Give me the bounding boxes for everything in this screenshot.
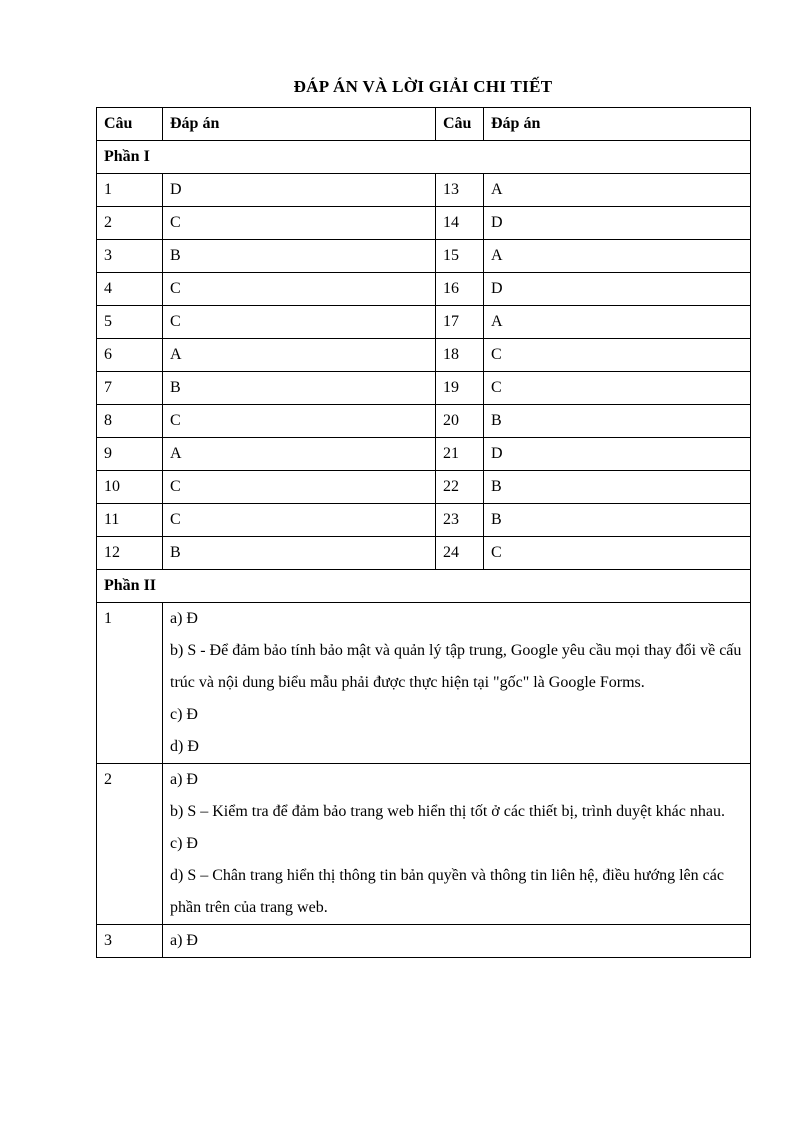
question-number: 19: [436, 372, 484, 405]
answer-value: B: [484, 405, 751, 438]
detailed-answer: [163, 925, 751, 958]
question-number: 1: [97, 174, 163, 207]
answer-line: d) S – Chân trang hiển thị thông tin bản quyền và thông tin liên hệ, điều hướng lên các phần trên của trang web.: [170, 867, 724, 916]
answer-line: c) Đ: [170, 835, 198, 852]
question-number: 8: [97, 405, 163, 438]
answer-line: a) Đ: [170, 771, 198, 788]
part1-label-row: [97, 141, 751, 174]
answer-line: b) S - Để đảm bảo tính bảo mật và quản lý tập trung, Google yêu cầu mọi thay đổi về cấu trúc và nội dung biểu mẫu phải được thực hiện tại "gốc" là Google Forms.: [170, 642, 742, 691]
answer-line: a) Đ: [170, 932, 198, 949]
table-row: [97, 405, 751, 438]
question-number: 24: [436, 537, 484, 570]
answer-value: C: [163, 405, 436, 438]
part2-row: [97, 603, 751, 764]
question-number: 15: [436, 240, 484, 273]
header-cell-answer-1: Đáp án: [163, 108, 436, 141]
table-row: [97, 339, 751, 372]
question-number: 23: [436, 504, 484, 537]
answer-value: D: [484, 207, 751, 240]
question-number: 3: [97, 925, 163, 958]
detailed-answer: [163, 764, 751, 925]
answer-key-table: [96, 107, 751, 958]
question-number: 13: [436, 174, 484, 207]
header-cell-question-2: Câu: [436, 108, 484, 141]
part2-row: [97, 925, 751, 958]
detailed-answer: [163, 603, 751, 764]
answer-line: d) Đ: [170, 738, 199, 755]
part2-label: Phần II: [97, 570, 751, 603]
answer-value: B: [163, 372, 436, 405]
table-row: [97, 504, 751, 537]
question-number: 14: [436, 207, 484, 240]
table-row: [97, 240, 751, 273]
header-row: [97, 108, 751, 141]
question-number: 17: [436, 306, 484, 339]
table-row: [97, 174, 751, 207]
table-row: [97, 273, 751, 306]
header-cell-question-1: Câu: [97, 108, 163, 141]
table-row: [97, 207, 751, 240]
answer-value: A: [163, 339, 436, 372]
part1-label: Phần I: [97, 141, 751, 174]
answer-value: A: [484, 240, 751, 273]
answer-value: C: [484, 537, 751, 570]
question-number: 2: [97, 764, 163, 925]
answer-value: A: [484, 174, 751, 207]
part2-label-row: [97, 570, 751, 603]
part2-row: [97, 764, 751, 925]
answer-line: c) Đ: [170, 706, 198, 723]
answer-value: C: [163, 504, 436, 537]
table-row: [97, 372, 751, 405]
question-number: 10: [97, 471, 163, 504]
question-number: 21: [436, 438, 484, 471]
question-number: 6: [97, 339, 163, 372]
answer-value: D: [484, 438, 751, 471]
answer-value: B: [484, 504, 751, 537]
question-number: 3: [97, 240, 163, 273]
answer-value: C: [163, 306, 436, 339]
table-row: [97, 306, 751, 339]
answer-value: C: [163, 273, 436, 306]
answer-line: b) S – Kiểm tra để đảm bảo trang web hiển thị tốt ở các thiết bị, trình duyệt khác nhau.: [170, 803, 725, 820]
answer-line: a) Đ: [170, 610, 198, 627]
question-number: 9: [97, 438, 163, 471]
question-number: 18: [436, 339, 484, 372]
answer-value: C: [484, 372, 751, 405]
question-number: 5: [97, 306, 163, 339]
header-cell-answer-2: Đáp án: [484, 108, 751, 141]
answer-value: A: [484, 306, 751, 339]
table-row: [97, 471, 751, 504]
answer-value: D: [484, 273, 751, 306]
answer-value: B: [163, 537, 436, 570]
page-title: ĐÁP ÁN VÀ LỜI GIẢI CHI TIẾT: [293, 77, 553, 96]
answer-value: A: [163, 438, 436, 471]
question-number: 7: [97, 372, 163, 405]
question-number: 22: [436, 471, 484, 504]
answer-value: C: [163, 471, 436, 504]
answer-value: C: [163, 207, 436, 240]
question-number: 12: [97, 537, 163, 570]
answer-value: C: [484, 339, 751, 372]
question-number: 11: [97, 504, 163, 537]
question-number: 1: [97, 603, 163, 764]
question-number: 20: [436, 405, 484, 438]
table-row: [97, 438, 751, 471]
table-row: [97, 537, 751, 570]
answer-value: B: [484, 471, 751, 504]
answer-value: B: [163, 240, 436, 273]
question-number: 4: [97, 273, 163, 306]
question-number: 16: [436, 273, 484, 306]
answer-value: D: [163, 174, 436, 207]
question-number: 2: [97, 207, 163, 240]
